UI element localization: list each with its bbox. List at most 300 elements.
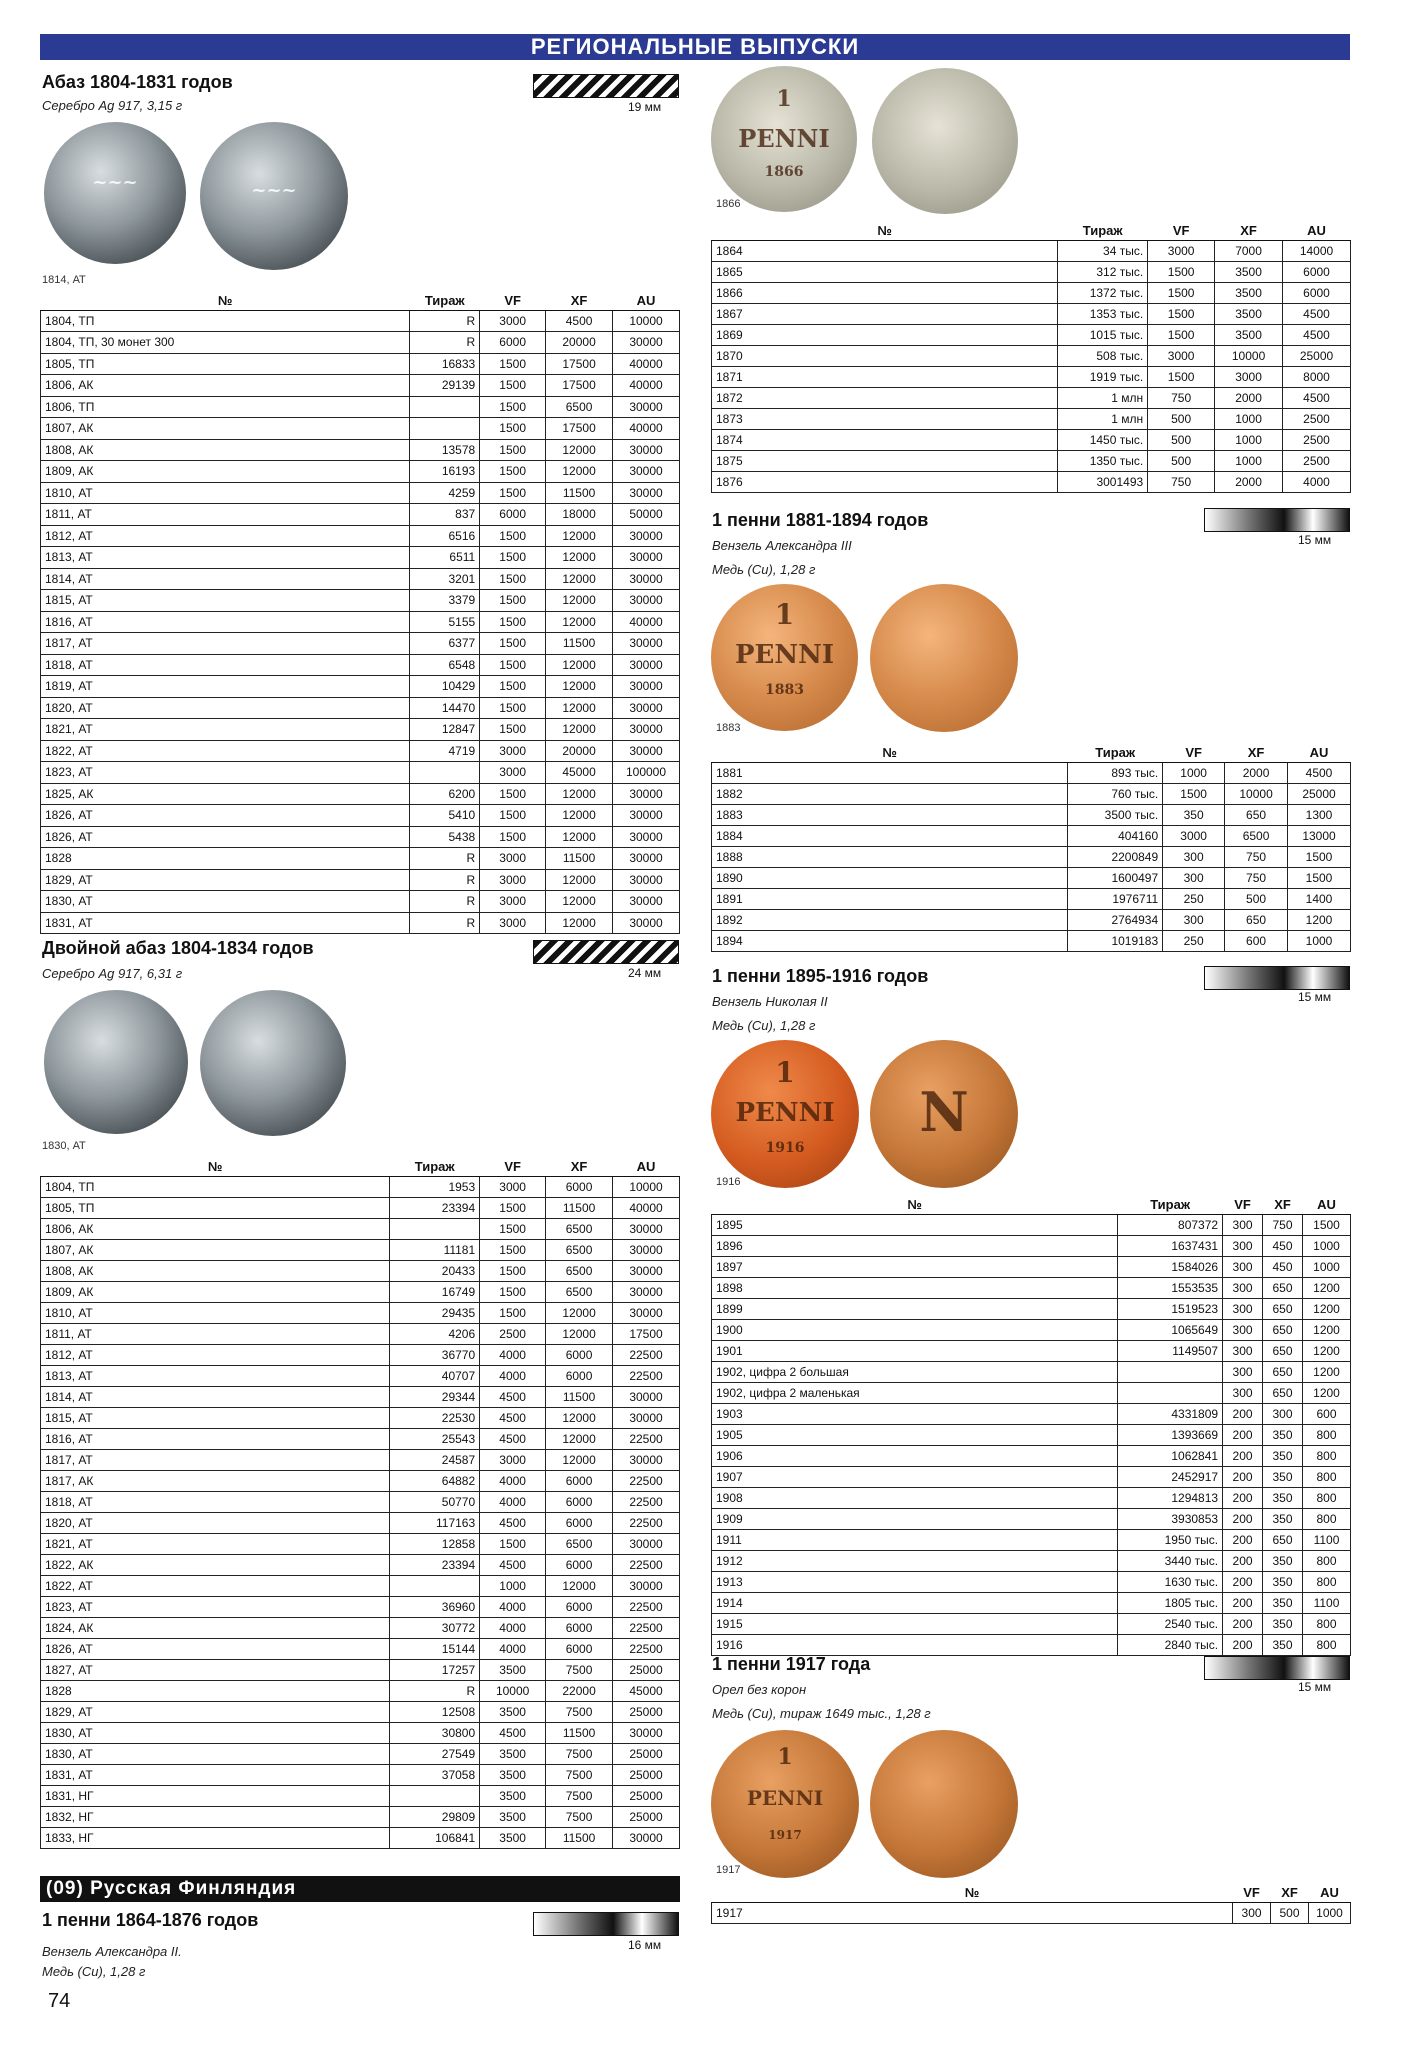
abaz-header-4: AU — [613, 292, 680, 310]
table-cell: 4500 — [546, 310, 613, 332]
table-cell: 30000 — [613, 439, 680, 461]
table-cell: 1919 тыс. — [1058, 366, 1148, 387]
table-cell: 7500 — [546, 1659, 613, 1680]
table-cell: 2000 — [1225, 762, 1288, 783]
penni-1895-header-4: AU — [1302, 1196, 1350, 1214]
table-cell: 1500 — [480, 805, 546, 827]
table-cell: 29344 — [390, 1386, 480, 1407]
table-cell: 1500 — [480, 353, 546, 375]
table-cell: 30000 — [613, 697, 680, 719]
table-cell: 30000 — [613, 783, 680, 805]
table-row — [41, 1428, 680, 1449]
abaz-header-3: XF — [546, 292, 613, 310]
table-cell: 30000 — [613, 805, 680, 827]
table-cell: 1500 — [480, 1197, 546, 1218]
table-cell: 1500 — [480, 1302, 546, 1323]
penni-1881-header-3: XF — [1225, 744, 1288, 762]
table-cell: 12000 — [546, 1323, 613, 1344]
abaz-header-1: Тираж — [410, 292, 480, 310]
table-cell: 1500 — [480, 1260, 546, 1281]
table-row — [712, 846, 1351, 867]
table-cell: 10000 — [1215, 345, 1283, 366]
table-cell: 7500 — [546, 1701, 613, 1722]
table-cell: 300 — [1163, 867, 1225, 888]
table-cell: 12000 — [546, 869, 613, 891]
table-cell: 1821, АТ — [41, 1533, 390, 1554]
table-cell: 24587 — [390, 1449, 480, 1470]
penni-1864-header-1: Тираж — [1058, 222, 1148, 240]
table-cell: 1062841 — [1118, 1445, 1223, 1466]
table-cell: 800 — [1302, 1550, 1350, 1571]
table-cell: 1500 — [480, 783, 546, 805]
table-cell: 1200 — [1302, 1382, 1350, 1403]
table-cell — [410, 418, 480, 440]
table-cell: 300 — [1223, 1277, 1263, 1298]
table-row — [41, 1407, 680, 1428]
table-cell: 1906 — [712, 1445, 1118, 1466]
table-cell: 2840 тыс. — [1118, 1634, 1223, 1655]
table-cell: 12000 — [546, 891, 613, 913]
table-cell: 3000 — [480, 762, 546, 784]
table-cell: 6000 — [480, 504, 546, 526]
table-cell: 6000 — [546, 1554, 613, 1575]
table-cell: 14000 — [1283, 240, 1351, 261]
table-row — [712, 1508, 1351, 1529]
table-cell: 750 — [1263, 1214, 1303, 1235]
table-cell: 1100 — [1302, 1529, 1350, 1550]
table-row — [712, 1319, 1351, 1340]
table-cell: 25543 — [390, 1428, 480, 1449]
table-cell: 1896 — [712, 1235, 1118, 1256]
table-cell: 100000 — [613, 762, 680, 784]
table-cell: 6511 — [410, 547, 480, 569]
table-cell: 6000 — [480, 332, 546, 354]
table-cell: 1500 — [480, 418, 546, 440]
table-cell: R — [390, 1680, 480, 1701]
table-cell: 30000 — [613, 590, 680, 612]
table-cell: 30000 — [613, 719, 680, 741]
table-cell: 1000 — [480, 1575, 546, 1596]
table-cell: 2452917 — [1118, 1466, 1223, 1487]
table-cell: 3500 — [480, 1785, 546, 1806]
table-row — [41, 1827, 680, 1848]
double-abaz-header-4: AU — [613, 1158, 680, 1176]
table-cell: 22500 — [613, 1344, 680, 1365]
table-cell: 10000 — [613, 310, 680, 332]
table-cell: 1000 — [1302, 1235, 1350, 1256]
table-cell: 6000 — [1283, 282, 1351, 303]
table-cell: 1500 — [480, 611, 546, 633]
table-cell: 22500 — [613, 1365, 680, 1386]
penni-1917-header-0: № — [712, 1884, 1233, 1902]
table-cell: 6000 — [546, 1491, 613, 1512]
penni-1881-coin-legend: PENNI — [734, 640, 835, 670]
table-cell: 14470 — [410, 697, 480, 719]
table-cell: 1200 — [1302, 1340, 1350, 1361]
penni-1917-metal: Медь (Cu), тираж 1649 тыс., 1,28 г — [712, 1706, 931, 1721]
table-cell: 12000 — [546, 439, 613, 461]
table-cell: 1353 тыс. — [1058, 303, 1148, 324]
table-cell: 1916 — [712, 1634, 1118, 1655]
table-row — [41, 762, 680, 784]
table-cell: 4331809 — [1118, 1403, 1223, 1424]
table-cell: 1914 — [712, 1592, 1118, 1613]
table-cell: 837 — [410, 504, 480, 526]
table-cell: 1500 — [480, 719, 546, 741]
table-cell: 4500 — [1283, 303, 1351, 324]
table-cell: 36770 — [390, 1344, 480, 1365]
penni-1864-table — [711, 222, 1351, 493]
table-cell: 250 — [1163, 888, 1225, 909]
table-cell: 1500 — [480, 633, 546, 655]
table-cell: 30000 — [613, 1281, 680, 1302]
table-cell: R — [410, 332, 480, 354]
table-cell: 30000 — [613, 1218, 680, 1239]
abaz-rarity-scale — [533, 74, 679, 98]
table-cell: 350 — [1263, 1613, 1303, 1634]
table-cell: 40000 — [613, 611, 680, 633]
table-cell: 45000 — [546, 762, 613, 784]
table-cell: 1820, АТ — [41, 697, 410, 719]
table-cell: 300 — [1223, 1214, 1263, 1235]
table-row — [712, 1382, 1351, 1403]
table-cell: 1869 — [712, 324, 1058, 345]
table-cell: 30000 — [613, 912, 680, 934]
table-cell: 1200 — [1288, 909, 1351, 930]
table-cell: 1831, НГ — [41, 1785, 390, 1806]
table-cell: 2500 — [1283, 429, 1351, 450]
table-cell: 300 — [1223, 1361, 1263, 1382]
table-cell: 1807, АК — [41, 418, 410, 440]
table-row — [41, 1176, 680, 1197]
table-cell: 8000 — [1283, 366, 1351, 387]
table-cell: 25000 — [613, 1785, 680, 1806]
table-cell: 22000 — [546, 1680, 613, 1701]
table-cell: 1824, АК — [41, 1617, 390, 1638]
table-cell: 6548 — [410, 654, 480, 676]
table-cell: 4000 — [480, 1365, 546, 1386]
table-cell: 1814, АТ — [41, 568, 410, 590]
table-cell: 1826, АТ — [41, 805, 410, 827]
table-row — [712, 783, 1351, 804]
table-cell: 404160 — [1068, 825, 1163, 846]
penni-1895-coin-legend: PENNI — [735, 1098, 835, 1128]
table-row — [41, 633, 680, 655]
double-abaz-title: Двойной абаз 1804-1834 годов — [42, 938, 314, 958]
penni-1917-table — [711, 1884, 1351, 1924]
table-cell: 23394 — [390, 1554, 480, 1575]
table-cell: 4500 — [1283, 324, 1351, 345]
table-cell: 6000 — [546, 1176, 613, 1197]
table-cell: 1808, АК — [41, 439, 410, 461]
table-cell: 5438 — [410, 826, 480, 848]
double-abaz-diameter: 24 мм — [628, 966, 662, 980]
table-cell: 6000 — [546, 1344, 613, 1365]
table-cell: 1500 — [480, 375, 546, 397]
table-cell: 1350 тыс. — [1058, 450, 1148, 471]
penni-1864-header-0: № — [712, 222, 1058, 240]
penni-1895-photo-caption: 1916 — [716, 1176, 741, 1188]
table-cell: R — [410, 848, 480, 870]
table-row — [41, 439, 680, 461]
table-row — [41, 1470, 680, 1491]
table-cell: 1819, АТ — [41, 676, 410, 698]
table-cell: 200 — [1223, 1424, 1263, 1445]
penni-1917-obverse-image — [711, 1730, 859, 1878]
double-abaz-header-2: VF — [480, 1158, 546, 1176]
table-cell: R — [410, 891, 480, 913]
table-cell: 30000 — [613, 1407, 680, 1428]
table-cell: 300 — [1233, 1902, 1271, 1924]
table-cell: 30000 — [613, 568, 680, 590]
table-cell: 508 тыс. — [1058, 345, 1148, 366]
table-cell: 300 — [1163, 846, 1225, 867]
table-cell: 1826, АТ — [41, 1638, 390, 1659]
table-row — [41, 1323, 680, 1344]
penni-1895-obverse-image — [711, 1040, 859, 1188]
table-cell: 1500 — [480, 676, 546, 698]
table-cell: 1828 — [41, 848, 410, 870]
table-cell: 1823, АТ — [41, 762, 410, 784]
penni-1881-header-2: VF — [1163, 744, 1225, 762]
table-cell: 16749 — [390, 1281, 480, 1302]
table-cell: 1553535 — [1118, 1277, 1223, 1298]
table-cell: R — [410, 869, 480, 891]
table-cell: 30800 — [390, 1722, 480, 1743]
table-row — [712, 1634, 1351, 1655]
penni-1917-coin-legend: PENNI — [746, 1786, 824, 1810]
table-cell: 1829, АТ — [41, 869, 410, 891]
table-cell: 3000 — [1215, 366, 1283, 387]
table-cell: 1500 — [480, 461, 546, 483]
table-cell: 1822, АТ — [41, 1575, 390, 1596]
table-cell: 12000 — [546, 547, 613, 569]
table-cell: 3500 — [1215, 261, 1283, 282]
table-cell: 4500 — [480, 1512, 546, 1533]
double-abaz-reverse-image — [200, 990, 346, 1136]
table-cell: 650 — [1263, 1277, 1303, 1298]
table-cell: 1000 — [1215, 408, 1283, 429]
table-cell: 25000 — [1283, 345, 1351, 366]
table-cell: 1500 — [480, 525, 546, 547]
table-cell: 1822, АТ — [41, 740, 410, 762]
table-cell: 1500 — [480, 1533, 546, 1554]
table-cell: 4500 — [480, 1722, 546, 1743]
table-cell: 1816, АТ — [41, 611, 410, 633]
table-cell: 40000 — [613, 353, 680, 375]
table-row — [712, 1424, 1351, 1445]
double-abaz-metal: Серебро Ag 917, 6,31 г — [42, 966, 183, 981]
table-row — [712, 471, 1351, 492]
table-cell: 1500 — [480, 697, 546, 719]
table-cell: 800 — [1302, 1613, 1350, 1634]
table-cell: 650 — [1225, 804, 1288, 825]
table-cell: 5410 — [410, 805, 480, 827]
table-cell: 300 — [1223, 1319, 1263, 1340]
double-abaz-header-0: № — [41, 1158, 390, 1176]
table-cell: 300 — [1223, 1256, 1263, 1277]
penni-1864-reverse-image — [872, 68, 1018, 214]
table-cell: 1830, АТ — [41, 1743, 390, 1764]
table-cell: 12000 — [546, 1407, 613, 1428]
table-cell: 1905 — [712, 1424, 1118, 1445]
table-cell: 800 — [1302, 1445, 1350, 1466]
table-row — [712, 1445, 1351, 1466]
table-cell: 1804, ТП — [41, 310, 410, 332]
table-cell: 12000 — [546, 676, 613, 698]
table-row — [712, 1298, 1351, 1319]
table-cell: 800 — [1302, 1466, 1350, 1487]
table-cell: R — [410, 912, 480, 934]
table-cell: 1812, АТ — [41, 1344, 390, 1365]
table-row — [712, 1466, 1351, 1487]
table-cell: 1828 — [41, 1680, 390, 1701]
table-cell: 27549 — [390, 1743, 480, 1764]
table-row — [712, 1529, 1351, 1550]
table-row — [41, 1512, 680, 1533]
table-cell: 1875 — [712, 450, 1058, 471]
table-row — [712, 303, 1351, 324]
table-cell: R — [410, 310, 480, 332]
table-cell: 3000 — [480, 848, 546, 870]
penni-1881-reverse-image — [870, 584, 1018, 732]
table-cell: 1149507 — [1118, 1340, 1223, 1361]
table-cell: 11500 — [546, 1386, 613, 1407]
penni-1895-header-0: № — [712, 1196, 1118, 1214]
table-cell: 23394 — [390, 1197, 480, 1218]
penni-1917-header-1: VF — [1233, 1884, 1271, 1902]
table-cell: 11500 — [546, 1722, 613, 1743]
table-cell: 12000 — [546, 697, 613, 719]
table-cell: 1372 тыс. — [1058, 282, 1148, 303]
table-cell: 1019183 — [1068, 930, 1163, 951]
table-cell: 1500 — [1148, 282, 1215, 303]
table-cell: 30000 — [613, 1302, 680, 1323]
table-cell: 4000 — [1283, 471, 1351, 492]
table-cell: 1500 — [480, 547, 546, 569]
table-row — [712, 1571, 1351, 1592]
table-cell: 30000 — [613, 1827, 680, 1848]
table-cell: 350 — [1263, 1550, 1303, 1571]
table-cell: 750 — [1148, 387, 1215, 408]
table-cell: 1976711 — [1068, 888, 1163, 909]
table-cell: 36960 — [390, 1596, 480, 1617]
table-row — [41, 740, 680, 762]
table-cell: 1806, АК — [41, 375, 410, 397]
table-cell: 11500 — [546, 1827, 613, 1848]
table-cell: 300 — [1223, 1382, 1263, 1403]
table-cell: 11500 — [546, 482, 613, 504]
table-cell — [1118, 1382, 1223, 1403]
table-cell: 1500 — [480, 654, 546, 676]
table-cell: 1953 — [390, 1176, 480, 1197]
table-cell: 300 — [1163, 909, 1225, 930]
table-cell: 350 — [1263, 1508, 1303, 1529]
table-cell: 1829, АТ — [41, 1701, 390, 1722]
table-cell: 350 — [1263, 1571, 1303, 1592]
table-cell: 4000 — [480, 1638, 546, 1659]
table-cell: 200 — [1223, 1487, 1263, 1508]
table-cell: 3000 — [480, 1449, 546, 1470]
table-cell: 1600497 — [1068, 867, 1163, 888]
abaz-table — [40, 292, 680, 934]
table-cell: 30000 — [613, 1260, 680, 1281]
table-row — [712, 1235, 1351, 1256]
table-cell: 6000 — [546, 1617, 613, 1638]
table-row — [712, 450, 1351, 471]
table-cell: 1200 — [1302, 1277, 1350, 1298]
table-row — [41, 396, 680, 418]
table-cell: 3379 — [410, 590, 480, 612]
table-cell: 17257 — [390, 1659, 480, 1680]
table-cell: 6000 — [546, 1512, 613, 1533]
table-cell: 6500 — [1225, 825, 1288, 846]
table-cell: 200 — [1223, 1529, 1263, 1550]
table-row — [41, 1575, 680, 1596]
table-cell: 350 — [1263, 1487, 1303, 1508]
table-cell: 1891 — [712, 888, 1068, 909]
table-row — [712, 825, 1351, 846]
table-cell: 1300 — [1288, 804, 1351, 825]
table-cell: 350 — [1263, 1424, 1303, 1445]
table-cell: 12000 — [546, 654, 613, 676]
table-cell: 17500 — [613, 1323, 680, 1344]
table-cell: 40707 — [390, 1365, 480, 1386]
penni-1881-rarity-scale — [1204, 508, 1350, 532]
table-cell: 4000 — [480, 1344, 546, 1365]
table-cell: 1400 — [1288, 888, 1351, 909]
table-cell: 22500 — [613, 1470, 680, 1491]
table-cell: 650 — [1263, 1340, 1303, 1361]
double-abaz-table — [40, 1158, 680, 1849]
abaz-obverse-image: ~~~ — [44, 122, 186, 264]
table-cell: 760 тыс. — [1068, 783, 1163, 804]
table-cell: 30000 — [613, 633, 680, 655]
table-cell: 1831, АТ — [41, 912, 410, 934]
table-row — [41, 525, 680, 547]
table-cell: 350 — [1263, 1466, 1303, 1487]
table-cell: 300 — [1223, 1235, 1263, 1256]
table-cell: 1500 — [1163, 783, 1225, 804]
penni-1881-title: 1 пенни 1881-1894 годов — [712, 510, 929, 530]
table-cell: 3500 — [480, 1827, 546, 1848]
table-cell: 13000 — [1288, 825, 1351, 846]
table-cell: 30000 — [613, 1722, 680, 1743]
table-cell: 1900 — [712, 1319, 1118, 1340]
penni-1917-rarity-scale — [1204, 1656, 1350, 1680]
table-cell: 30000 — [613, 1449, 680, 1470]
table-cell: 30000 — [613, 525, 680, 547]
table-cell: 1890 — [712, 867, 1068, 888]
penni-1917-diameter: 15 мм — [1298, 1680, 1332, 1694]
table-cell: 1894 — [712, 930, 1068, 951]
table-cell: 1500 — [480, 482, 546, 504]
table-cell: 1450 тыс. — [1058, 429, 1148, 450]
table-cell: 6000 — [1283, 261, 1351, 282]
abaz-header-0: № — [41, 292, 410, 310]
table-row — [41, 590, 680, 612]
table-cell: 1917 — [712, 1902, 1233, 1924]
table-cell: 807372 — [1118, 1214, 1223, 1235]
table-row — [712, 930, 1351, 951]
table-cell: 16833 — [410, 353, 480, 375]
table-cell: 22500 — [613, 1617, 680, 1638]
table-row — [41, 332, 680, 354]
abaz-photo-caption: 1814, АТ — [42, 274, 86, 286]
table-cell: 1500 — [480, 1281, 546, 1302]
table-cell — [390, 1785, 480, 1806]
table-row — [712, 366, 1351, 387]
